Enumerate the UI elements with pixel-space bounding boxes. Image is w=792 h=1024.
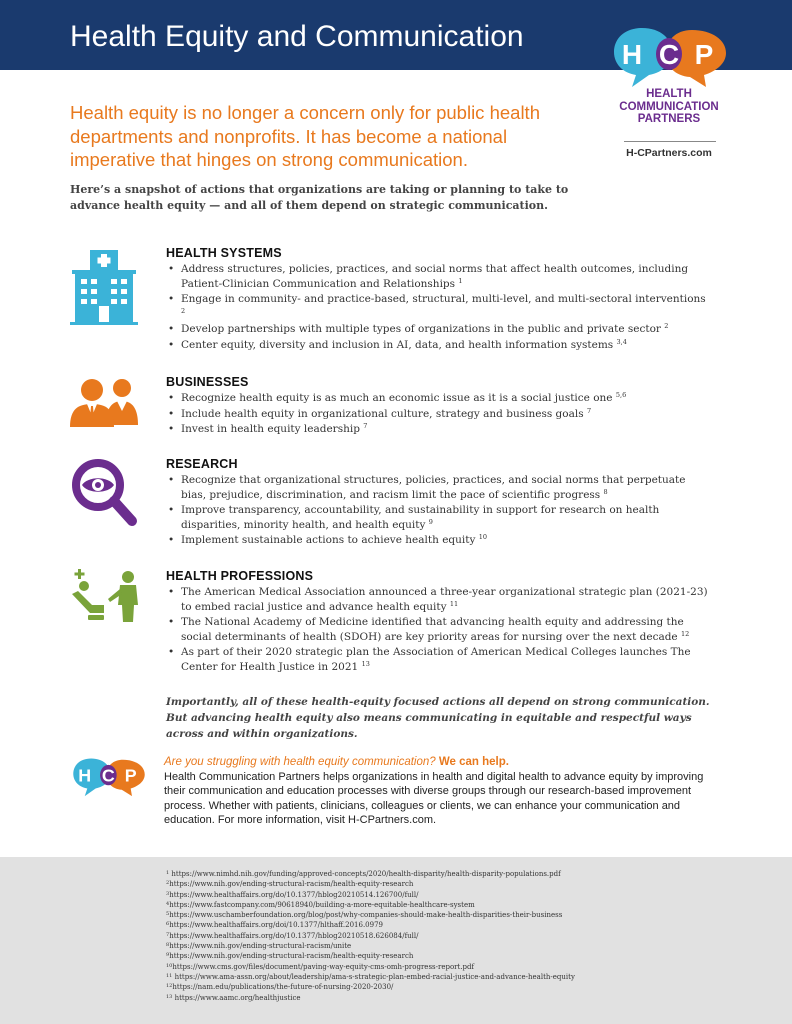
logo-divider	[624, 141, 716, 142]
section-heading: BUSINESSES	[166, 375, 249, 389]
logo-letter-p: P	[694, 39, 714, 70]
reference-url: https://www.healthaffairs.org/do/10.1377/hblog20210518.626084/full/	[169, 931, 419, 940]
closing-note: Importantly, all of these health-equity focused actions all depend on strong communication. But advancing health equity also means communicating in equitable and respectful ways across and within organizations.	[166, 696, 710, 740]
logo-letter-c: C	[101, 765, 115, 786]
reference-url: https://www.nih.gov/ending-structural-racism/health-equity-research	[169, 880, 414, 889]
footnote-ref: 12	[681, 629, 690, 638]
item-text: Implement sustainable actions to achieve health equity	[181, 534, 476, 546]
bullet-list	[166, 391, 711, 438]
section-businesses	[70, 375, 720, 445]
reference-number: 12	[166, 983, 173, 990]
business-people-icon	[70, 375, 140, 427]
footnote-ref: 10	[478, 533, 488, 541]
logo-url: H-CPartners.com	[626, 147, 712, 159]
list-item	[166, 422, 711, 437]
list-item	[166, 585, 711, 614]
bullet-list	[166, 585, 711, 675]
section-heading: RESEARCH	[166, 457, 238, 471]
reference-item	[166, 972, 575, 982]
cta-body: Health Communication Partners helps organizations in health and digital health to advance equity by improving their communication and education processes with diverse groups through our research-based improvement process. Whether with patients, clinicians, colleagues or clients, we can enhance your communication and education. For more information, visit H-CPartners.com.	[164, 771, 704, 826]
list-item	[166, 407, 711, 422]
reference-number: 13	[166, 993, 173, 1000]
reference-url: https://www.aamc.org/healthjustice	[174, 993, 301, 1002]
reference-url: https://www.cms.gov/files/document/paving-way-equity-cms-omh-progress-report.pdf	[172, 962, 475, 971]
reference-url: https://www.ama-assn.org/about/leadership/ama-s-strategic-plan-embed-racial-justice-and-advance-health-equity	[174, 972, 575, 981]
reference-url: https://www.healthaffairs.org/doi/10.1377/hlthaff.2016.0979	[169, 921, 383, 930]
footnote-ref: 8	[603, 487, 608, 496]
reference-item	[166, 951, 575, 961]
reference-item	[166, 890, 575, 900]
reference-item	[166, 869, 575, 879]
reference-item	[166, 910, 575, 920]
item-text: Include health equity in organizational culture, strategy and business goals	[181, 407, 584, 420]
footnote-ref: 2	[181, 306, 186, 315]
item-text: The American Medical Association announced a three-year organizational strategic plan (2021-23) to embed racial justice and advance health equity	[181, 586, 708, 613]
reference-url: https://www.healthaffairs.org/do/10.1377/hblog20210514.126700/full/	[169, 890, 419, 899]
reference-url: https://www.nih.gov/ending-structural-racism/health-equity-research	[169, 952, 414, 961]
cta-question-text: Are you struggling with health equity communication?	[164, 756, 436, 768]
footnote-ref: 7	[363, 422, 368, 430]
list-item	[166, 262, 711, 291]
references-list	[166, 869, 575, 1003]
reference-number: 11	[166, 972, 173, 979]
reference-url: https://www.uschamberfoundation.org/blog/post/why-companies-should-make-health-disparities-their-business	[169, 911, 563, 920]
reference-item	[166, 993, 575, 1003]
bullet-list	[166, 262, 711, 353]
reference-number: 8	[166, 942, 170, 949]
reference-number: 5	[166, 911, 170, 918]
footnote-ref: 13	[361, 659, 370, 668]
reference-item	[166, 900, 575, 910]
item-text: Develop partnerships with multiple types of organizations in the public and private sector	[181, 323, 661, 335]
item-text: Recognize that organizational structures, policies, practices, and social norms that perpetuate bias, prejudice, discrimination, and racism limit the pace of scientific progress	[181, 474, 686, 501]
page-title: Health Equity and Communication	[70, 20, 524, 53]
reference-item	[166, 962, 575, 972]
list-item	[166, 645, 711, 674]
list-item	[166, 533, 711, 548]
reference-item	[166, 982, 575, 992]
list-item	[166, 338, 711, 353]
reference-number: 2	[166, 880, 170, 887]
section-heading: HEALTH SYSTEMS	[166, 246, 282, 260]
item-text: Center equity, diversity and inclusion in AI, data, and health information systems	[181, 338, 614, 351]
footnote-ref: 1	[458, 276, 463, 285]
clinician-patient-icon	[70, 569, 142, 623]
magnifier-eye-icon	[70, 457, 140, 529]
logo-letter-h: H	[621, 39, 643, 70]
item-text: The National Academy of Medicine identified that advancing health equity and addressing the social determinants of health (SDOH) are key priority areas for nursing over the next decade	[181, 616, 684, 643]
footnote-ref: 3,4	[616, 337, 627, 346]
item-text: Engage in community- and practice-based, structural, multi-level, and multi-sectoral interventions	[181, 293, 706, 305]
item-text: Invest in health equity leadership	[181, 423, 360, 435]
logo-name	[604, 88, 734, 126]
reference-url: https://www.fastcompany.com/90618940/building-a-more-equitable-healthcare-system	[169, 900, 475, 909]
reference-number: 1	[166, 870, 170, 876]
reference-number: 4	[166, 900, 170, 907]
footnote-ref: 2	[664, 322, 669, 330]
reference-number: 7	[166, 931, 170, 938]
item-text: Address structures, policies, practices, and social norms that affect health outcomes, including Patient-Clinician Communication and Relationships	[181, 263, 689, 290]
logo-name-line: HEALTH	[646, 88, 692, 100]
list-item	[166, 503, 711, 532]
reference-item	[166, 941, 575, 951]
section-health-systems	[70, 246, 720, 361]
list-item	[166, 292, 711, 321]
reference-number: 10	[166, 962, 173, 969]
reference-number: 9	[166, 952, 170, 959]
item-text: As part of their 2020 strategic plan the Association of American Medical Colleges launches The Center for Health Justice in 2021	[181, 646, 691, 673]
hcp-logo	[604, 26, 734, 166]
reference-number: 3	[166, 890, 170, 897]
logo-letter-h: H	[78, 765, 92, 786]
footnote-ref: 9	[428, 517, 433, 526]
section-research	[70, 457, 720, 552]
list-item	[166, 322, 711, 337]
section-heading: HEALTH PROFESSIONS	[166, 569, 314, 583]
list-item	[166, 615, 711, 644]
reference-url: https://nam.edu/publications/the-future-of-nursing-2020-2030/	[172, 983, 394, 992]
hcp-small-logo-icon	[72, 756, 146, 798]
footnote-ref: 7	[586, 406, 592, 415]
reference-item	[166, 879, 575, 889]
item-text: Improve transparency, accountability, and sustainability in support for research on health disparities, minority health, and health equity	[181, 504, 660, 531]
section-health-professions	[70, 569, 720, 684]
lead-statement: Health equity is no longer a concern only for public health departments and nonprofits. It has become a national imperative that hinges on strong communication.	[70, 102, 540, 170]
logo-name-line: PARTNERS	[637, 113, 701, 125]
intro-text: Here’s a snapshot of actions that organizations are taking or planning to take to advance health equity — and all of them depend on strategic communication.	[70, 183, 569, 212]
cta-answer: We can help.	[438, 756, 509, 768]
reference-url: https://www.nih.gov/ending-structural-racism/unite	[169, 942, 352, 951]
logo-letter-c: C	[658, 39, 680, 70]
reference-item	[166, 920, 575, 930]
reference-number: 6	[166, 921, 170, 928]
list-item	[166, 473, 711, 502]
reference-item	[166, 931, 575, 941]
footnote-ref: 5,6	[615, 391, 627, 399]
item-text: Recognize health equity is as much an economic issue as it is a social justice one	[181, 392, 613, 404]
footnote-ref: 11	[449, 599, 459, 608]
bullet-list	[166, 473, 711, 549]
cta-question	[164, 756, 509, 768]
hospital-icon	[70, 246, 140, 326]
reference-url: https://www.nimhd.nih.gov/funding/approved-concepts/2020/health-disparity/health-disparity-populations.pdf	[171, 870, 561, 878]
logo-name-line: COMMUNICATION	[619, 100, 719, 113]
logo-letter-p: P	[124, 765, 137, 786]
list-item	[166, 391, 711, 406]
speech-bubbles-icon	[612, 26, 728, 88]
